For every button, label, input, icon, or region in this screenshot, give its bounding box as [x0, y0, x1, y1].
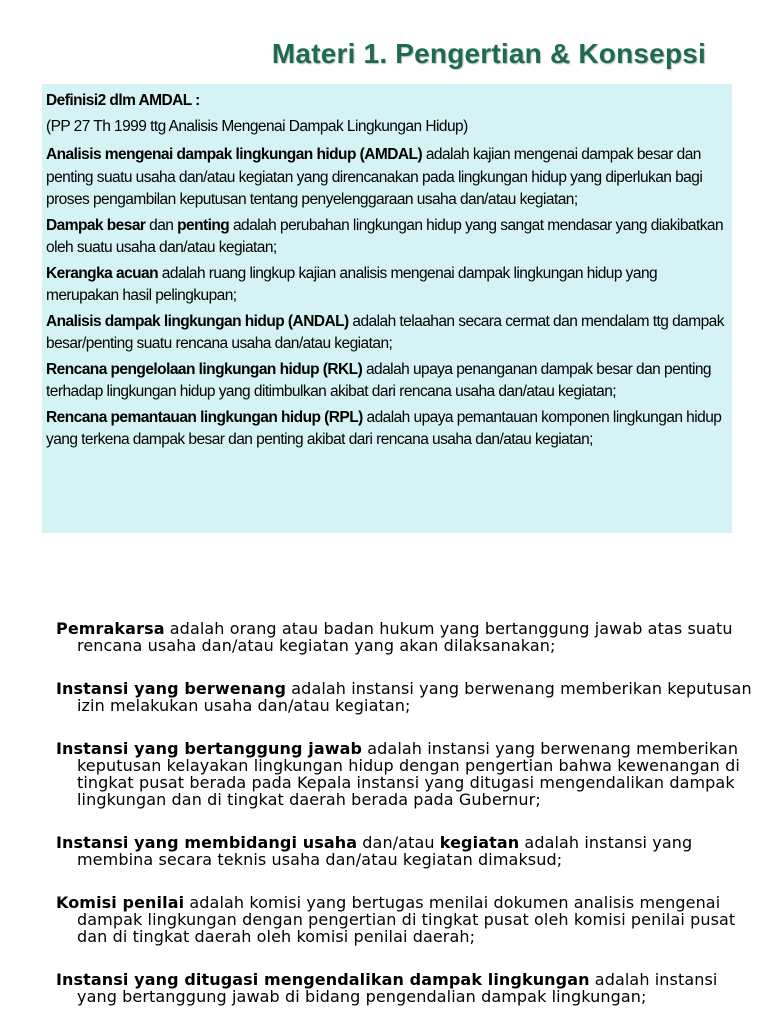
definition-komisi-penilai: Komisi penilai adalah komisi yang bertugas menilai dokumen analisis mengenai dampak lingkungan dengan pengertian di tingkat pusat oleh komisi penilai pusat dan di tingkat daerah oleh komisi penilai daerah;: [56, 893, 736, 946]
definition-instansi-membidangi-usaha: Instansi yang membidangi usaha dan/atau kegiatan adalah instansi yang membina secara teknis usaha dan/atau kegiatan dimaksud;: [56, 833, 693, 869]
lower-definitions: [56, 620, 756, 1031]
definition-amdal: Analisis mengenai dampak lingkungan hidup (AMDAL) adalah kajian mengenai dampak besar dan penting suatu usaha dan/atau kegiatan yang direncanakan pada lingkungan hidup yang diperlukan bagi proses pengambilan keputusan tentang penyelenggaraan usaha dan/atau kegiatan;: [46, 146, 703, 208]
definition-dampak-besar: Dampak besar dan penting adalah perubahan lingkungan hidup yang sangat mendasar yang diakibatkan oleh suatu usaha dan/atau kegiatan;: [46, 216, 724, 256]
definition-andal: Analisis dampak lingkungan hidup (ANDAL) adalah telaahan secara cermat dan mendalam ttg dampak besar/penting suatu rencana usaha dan/atau kegiatan;: [46, 312, 724, 352]
definition-rkl: Rencana pengelolaan lingkungan hidup (RKL) adalah upaya penanganan dampak besar dan penting terhadap lingkungan hidup yang ditimbulkan akibat dari rencana usaha dan/atau kegiatan;: [46, 360, 712, 400]
box-subheading: (PP 27 Th 1999 ttg Analisis Mengenai Dampak Lingkungan Hidup): [46, 117, 468, 135]
definition-kerangka-acuan: Kerangka acuan adalah ruang lingkup kajian analisis mengenai dampak lingkungan hidup yang merupakan hasil pelingkupan;: [46, 264, 658, 304]
definition-instansi-bertanggung-jawab: Instansi yang bertanggung jawab adalah instansi yang berwenang memberikan keputusan kelayakan lingkungan hidup dengan pengertian bahwa kewenangan di tingkat pusat berada pada Kepala instansi yang ditugasi mengendalikan dampak lingkungan dan di tingkat daerah berada pada Gubernur;: [56, 739, 740, 809]
definition-instansi-pengendali-dampak: Instansi yang ditugasi mengendalikan dampak lingkungan adalah instansi yang bertanggung jawab di bidang pengendalian dampak lingkungan;: [56, 970, 718, 1006]
slide-title: Materi 1. Pengertian & Konsepsi: [271, 38, 706, 69]
definition-pemrakarsa: Pemrakarsa adalah orang atau badan hukum yang bertanggung jawab atas suatu rencana usaha dan/atau kegiatan yang akan dilaksanakan;: [56, 619, 733, 655]
definitions-box: [42, 84, 732, 533]
definition-rpl: Rencana pemantauan lingkungan hidup (RPL) adalah upaya pemantauan komponen lingkungan hidup yang terkena dampak besar dan penting akibat dari rencana usaha dan/atau kegiatan;: [46, 408, 722, 448]
box-heading: Definisi2 dlm AMDAL :: [46, 92, 200, 109]
definition-instansi-berwenang: Instansi yang berwenang adalah instansi yang berwenang memberikan keputusan izin melakukan usaha dan/atau kegiatan;: [56, 679, 752, 715]
